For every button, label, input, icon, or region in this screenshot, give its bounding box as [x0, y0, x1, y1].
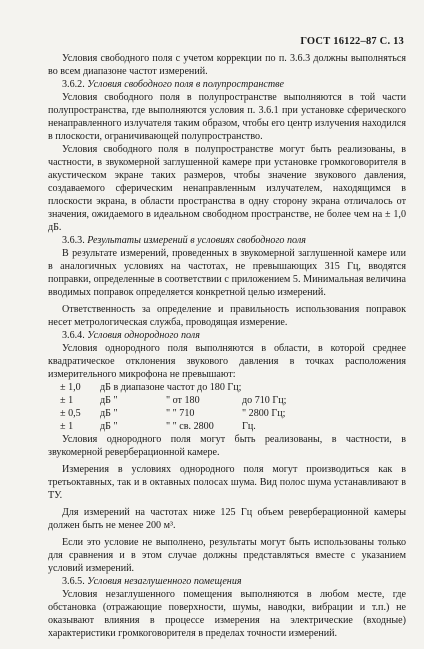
paragraph: Измерения в условиях однородного поля могут производиться как в третьоктавных, так и в октавных полосах шума. Вид полос шума устанавливают в ТУ. — [48, 464, 406, 501]
deviation-list — [48, 381, 406, 433]
paragraph: Для измерений на частотах ниже 125 Гц объем реверберационной камеры должен быть не менее 200 м³. — [48, 507, 406, 531]
section-heading: 3.6.2. Условия свободного поля в полупространстве — [62, 79, 285, 90]
document-body — [48, 52, 406, 640]
paragraph: В результате измерений, проведенных в звукомерной заглушенной камере или в аналогичных условиях на частотах, не превышающих 315 Гц, вводятся поправки, определенные в соответствии с приложением 5. Минимальная величина вводимых поправок определяется конкретной целью измерений. — [48, 248, 406, 298]
page-header: ГОСТ 16122–87 С. 13 — [300, 36, 404, 47]
paragraph: Условия однородного поля могут быть реализованы, в частности, в звукомерной реверберационной камере. — [48, 434, 406, 458]
list-item: ± 1,0 дБ в диапазоне частот до 180 Гц; — [60, 382, 242, 393]
paragraph: Условия однородного поля выполняются в области, в которой среднее квадратическое отклонения звукового давления в точках расположения измерительного микрофона не превышают: — [48, 343, 406, 380]
paragraph: Условия незаглушенного помещения выполняются в любом месте, где обстановка (отражающие поверхности, шумы, наводки, вибрации и т.п.) не оказывают влияния в процессе измерения на электрические (входные) характеристики громкоговорителя в пределах точности измерений. — [48, 589, 406, 639]
list-item: ± 1 дБ " " " св. 2800 Гц. — [60, 421, 256, 432]
list-item: ± 1 дБ " " от 180 до 710 Гц; — [60, 395, 287, 406]
section-heading: 3.6.3. Результаты измерений в условиях свободного поля — [62, 235, 306, 246]
section-heading: 3.6.4. Условия однородного поля — [62, 330, 200, 341]
list-item: ± 0,5 дБ " " " 710 " 2800 Гц; — [60, 408, 286, 419]
paragraph: Условия свободного поля в полупространстве могут быть реализованы, в частности, в звукомерной заглушенной камере при установке громкоговорителя в акустическом экране таких размеров, чтобы значение звукового давления, создаваемого сферическим ненаправленным излучателем, находящимся в плоскости экрана, в области пространства в одну сторону экрана отличалось от значения, ожидаемого в идеальном свободном пространстве, не более чем на ± 1,0 дБ. — [48, 144, 406, 233]
section-heading: 3.6.5. Условия незаглушенного помещения — [62, 576, 242, 587]
paragraph: Если это условие не выполнено, результаты могут быть использованы только для сравнения и в этом случае должны представляться вместе с указанием условий измерений. — [48, 537, 406, 574]
paragraph: Ответственность за определение и правильность использования поправок несет метрологическая служба, проводящая измерение. — [48, 304, 406, 328]
paragraph: Условия свободного поля в полупространстве выполняются в той части полупространства, где выполняются условия п. 3.6.1 при установке сферического ненаправленного излучателя таким образом, чтобы его центр излучения находился в плоскости, ограничивающей полупространство. — [48, 92, 406, 142]
paragraph: Условия свободного поля с учетом коррекции по п. 3.6.3 должны выполняться во всем диапазоне частот измерений. — [48, 53, 406, 77]
